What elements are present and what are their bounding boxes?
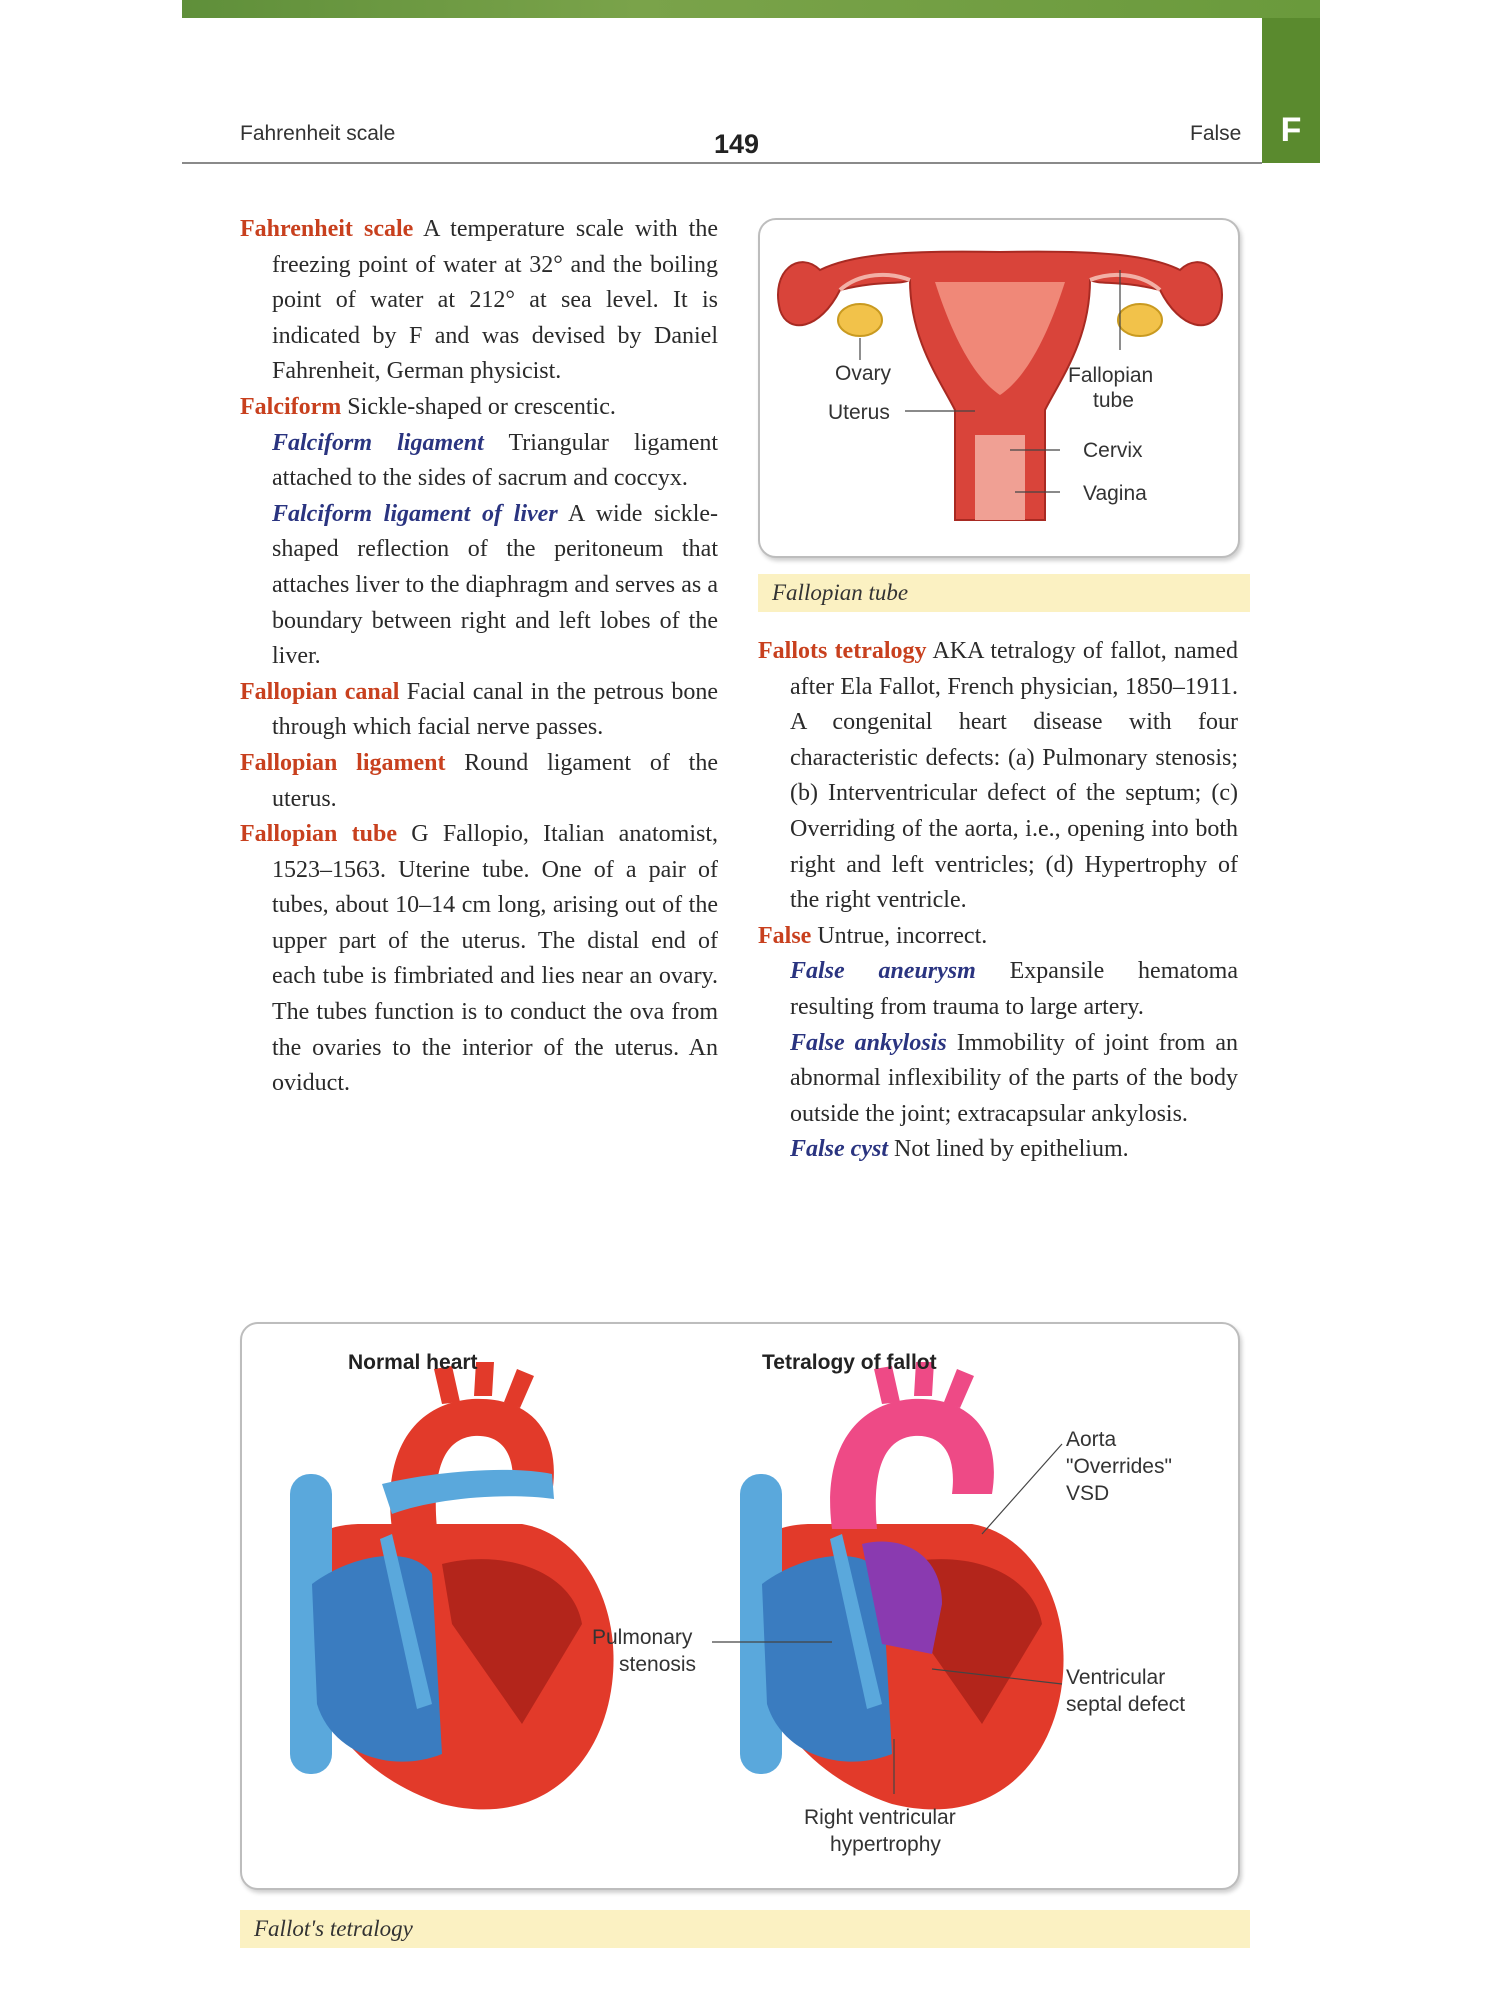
entry-text: A temperature scale with the freezing point of water at 32° and the boiling point of water at 212° at sea level. It is indicated by F and was devised by Daniel Fahrenheit, German physicist. <box>272 216 718 385</box>
subentry-term: Falciform ligament of liver <box>272 500 558 527</box>
label-cervix: Cervix <box>1083 439 1143 462</box>
subentry-term: False cyst <box>790 1136 888 1163</box>
entry-text: A wide sickle-shaped reflection of the peritoneum that attaches liver to the diaphragm and serves as a boundary between right and left lobes of the liver. <box>272 500 719 670</box>
label-overrides: "Overrides" <box>1066 1455 1172 1478</box>
subentry-term: Falciform ligament <box>272 429 484 456</box>
entry-term: Fallopian canal <box>240 678 400 705</box>
ovary-left <box>838 304 882 336</box>
label-ovary: Ovary <box>835 362 892 385</box>
running-head-left: Fahrenheit scale <box>240 122 396 145</box>
entry-fahrenheit-scale <box>240 212 718 390</box>
entry-falciform-ligament <box>240 426 718 497</box>
ovary-right <box>1118 304 1162 336</box>
running-head-right: False <box>1190 122 1242 145</box>
entry-term: Fallopian tube <box>240 821 397 848</box>
heart-figure-caption: Fallot's tetralogy <box>240 1910 1250 1948</box>
right-column <box>758 634 1238 1168</box>
normal-aorta <box>390 1399 554 1529</box>
left-column <box>240 212 718 1102</box>
header-rule <box>182 162 1262 164</box>
entry-text: Facial canal in the petrous bone through which facial nerve passes. <box>272 678 718 741</box>
subentry-term: False ankylosis <box>790 1029 947 1056</box>
entry-term: Fallopian ligament <box>240 749 446 776</box>
page-number: 149 <box>714 129 760 159</box>
label-aorta: Aorta <box>1066 1428 1117 1451</box>
entry-term: Fahrenheit scale <box>240 216 414 242</box>
tetralogy-title: Tetralogy of fallot <box>762 1351 937 1374</box>
label-uterus: Uterus <box>828 401 890 424</box>
entry-false-aneurysm <box>758 954 1238 1025</box>
entry-fallots-tetralogy <box>758 634 1238 919</box>
entry-fallopian-ligament <box>240 746 718 817</box>
label-fallopian: Fallopian <box>1068 364 1154 387</box>
entry-term: False <box>758 922 812 949</box>
label-pulmonary: Pulmonary <box>592 1626 693 1649</box>
label-vsd: VSD <box>1066 1482 1110 1505</box>
normal-heart-title: Normal heart <box>348 1351 478 1374</box>
entry-text: AKA tetralogy of fallot, named after Ela Fallot, French physician, 1850–1911. A congenital heart disease with four characteristic defects: (a) Pulmonary stenosis; (b) Interventricular defect of the septum; (c) Overriding of the aorta, i.e., opening into both right and left ventricles; (d) Hypertrophy of the right ventricle. <box>790 638 1238 914</box>
entry-term: Fallots tetralogy <box>758 638 927 664</box>
entry-falciform-ligament-of-liver <box>240 497 718 675</box>
entry-text: Expansile hematoma resulting from trauma to large artery. <box>790 958 1238 1020</box>
label-tube: tube <box>1093 389 1134 412</box>
label-hypertrophy: hypertrophy <box>830 1833 941 1856</box>
vagina-canal <box>975 435 1025 520</box>
uterus-figure-caption: Fallopian tube <box>758 574 1250 612</box>
label-septal-defect: septal defect <box>1066 1693 1186 1716</box>
entry-term: Falciform <box>240 393 342 420</box>
header-color-bar <box>182 0 1320 18</box>
tab-letter: F <box>1280 111 1302 149</box>
entry-text: Sickle-shaped or crescentic. <box>341 393 616 420</box>
entry-fallopian-tube <box>240 817 718 1102</box>
label-stenosis: stenosis <box>619 1653 697 1676</box>
entry-falciform <box>240 390 718 426</box>
entry-text: Triangular ligament attached to the sides of sacrum and coccyx. <box>272 429 719 492</box>
label-ventricular: Ventricular <box>1066 1666 1166 1689</box>
label-vagina: Vagina <box>1083 482 1147 505</box>
label-right-ventricular: Right ventricular <box>804 1806 956 1829</box>
tof-aorta <box>830 1399 994 1529</box>
normal-heart-drawing <box>290 1362 614 1809</box>
entry-fallopian-canal <box>240 675 718 746</box>
tetralogy-heart-drawing <box>740 1362 1064 1809</box>
uterus-figure-box <box>758 218 1240 558</box>
heart-figure-box <box>240 1322 1240 1890</box>
entry-text: G Fallopio, Italian anatomist, 1523–1563. Uterine tube. One of a pair of tubes, about 10–14 cm long, arising out of the upper part of the uterus. The distal end of each tube is fimbriated and lies near an ovary. The tubes function is to conduct the ova from the ovaries to the interior of the uterus. An oviduct. <box>272 821 718 1097</box>
entry-false <box>758 919 1238 955</box>
subentry-term: False aneurysm <box>790 958 976 985</box>
entry-false-cyst <box>758 1132 1238 1168</box>
uterus-illustration <box>760 220 1238 556</box>
entry-text: Immobility of joint from an abnormal inflexibility of the parts of the body outside the joint; extracapsular ankylosis. <box>790 1029 1238 1127</box>
normal-right-heart <box>312 1556 442 1762</box>
entry-text: Round ligament of the uterus. <box>272 749 718 812</box>
entry-text: Untrue, incorrect. <box>811 922 988 949</box>
entry-text: Not lined by epithelium. <box>887 1136 1129 1163</box>
entry-false-ankylosis <box>758 1026 1238 1133</box>
heart-illustration <box>242 1324 1238 1888</box>
